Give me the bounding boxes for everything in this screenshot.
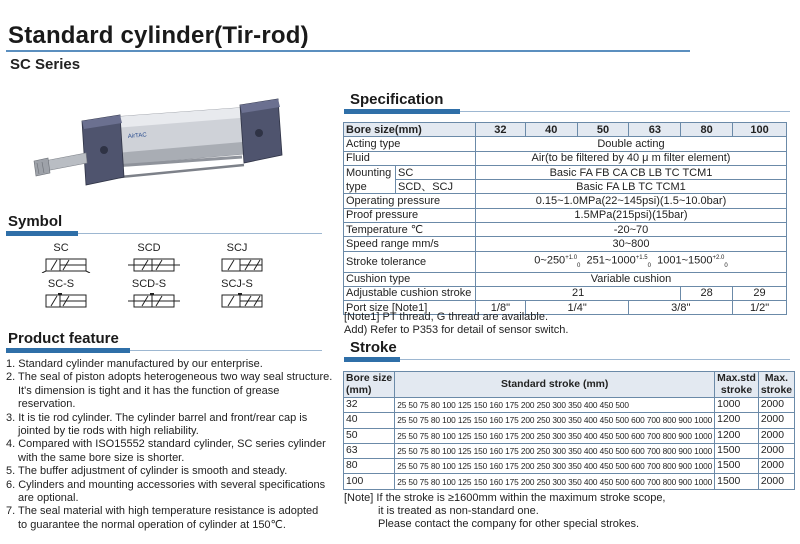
bore-size-header: Bore size(mm) (344, 123, 476, 137)
header-line: Bore size (346, 372, 393, 384)
max-cell: 2000 (758, 428, 794, 443)
symbol-section-title: Symbol (8, 213, 63, 230)
product-feature-section-rule (6, 348, 130, 353)
cylinder-symbol-icon (36, 293, 96, 309)
spec-row (344, 137, 787, 151)
spec-row (344, 151, 787, 165)
max-cell: 2000 (758, 413, 794, 428)
symbol-grid (20, 242, 310, 312)
spec-label: Mounting (344, 165, 396, 179)
spec-value: 1/2" (733, 301, 787, 315)
spec-value: 1.5MPa(215psi)(15bar) (475, 208, 786, 222)
feature-line: are optional. (18, 492, 79, 505)
spec-label: Proof pressure (344, 208, 476, 222)
strokes-cell: 25 50 75 80 100 125 150 160 175 200 250 300 350 400 450 500 600 700 800 900 1000 (395, 443, 715, 458)
spec-label: Fluid (344, 151, 476, 165)
feature-line: jointed by tie rods with high reliability. (18, 425, 199, 438)
stroke-section-rule (344, 357, 400, 362)
feature-line: 6. Cylinders and mounting accessories with several specifications (6, 478, 326, 491)
stroke-note-2: it is treated as non-standard one. (378, 505, 539, 517)
specification-section-rule-thin (460, 111, 790, 112)
brand-logo: AirTAC (127, 132, 147, 140)
tolerance-down: 0 (647, 262, 651, 269)
spec-row (344, 251, 787, 272)
product-feature-section-title: Product feature (8, 330, 119, 347)
spec-value: 3/8" (629, 301, 733, 315)
spec-value: 1/8" (475, 301, 525, 315)
max-cell: 2000 (758, 398, 794, 413)
symbol-section-rule-thin (78, 233, 322, 234)
tolerance-range: 251~1000 (586, 254, 636, 267)
bore-cell: 40 (344, 413, 395, 428)
cylinder-symbol-icon (212, 257, 272, 273)
feature-list (6, 358, 341, 532)
symbol-label: SCJ-S (221, 278, 253, 290)
cylinder-symbol-icon (124, 257, 184, 273)
cylinder-symbol-icon (36, 257, 96, 273)
max-std-cell: 1000 (715, 398, 759, 413)
strokes-cell: 25 50 75 80 100 125 150 160 175 200 250 300 350 400 450 500 600 700 800 900 1000 (395, 459, 715, 474)
spec-value: 30~800 (475, 237, 786, 251)
spec-value: Double acting (475, 137, 786, 151)
bore-40: 40 (525, 123, 577, 137)
cylinder-symbol-icon (212, 293, 272, 309)
header-line: stroke (760, 384, 793, 396)
spec-value: -20~70 (475, 223, 786, 237)
spec-row (344, 286, 787, 300)
max-std-cell: 1500 (715, 443, 759, 458)
spec-note-1: [Note1] PT thread, G thread are available. (344, 311, 549, 323)
feature-line: 3. It is tie rod cylinder. The cylinder barrel and front/rear cap is (6, 411, 308, 424)
stroke-row (344, 413, 795, 428)
stroke-section-rule-thin (400, 359, 790, 360)
symbol-sc-s (36, 278, 106, 309)
spec-row (344, 237, 787, 251)
symbol-label: SCJ (226, 242, 248, 254)
symbol-scj-s (212, 278, 282, 309)
feature-line: It's dimension is tight and it has the function of grease (18, 384, 280, 397)
header-line: Max.std (717, 372, 756, 384)
strokes-cell: 25 50 75 80 100 125 150 160 175 200 250 300 350 400 450 500 600 700 800 900 1000 (395, 428, 715, 443)
spec-value: 0.15~1.0MPa(22~145psi)(1.5~10.0bar) (475, 194, 786, 208)
title-divider (6, 50, 690, 52)
spec-label: Adjustable cushion stroke (344, 286, 476, 300)
spec-row (344, 194, 787, 208)
max-cell: 2000 (758, 459, 794, 474)
symbol-sc (36, 242, 106, 273)
bore-cell: 100 (344, 474, 395, 489)
product-feature-section-rule-thin (130, 350, 322, 351)
spec-row (344, 165, 787, 179)
tolerance-up: +1.0 (565, 254, 578, 261)
spec-row (344, 272, 787, 286)
strokes-cell: 25 50 75 80 100 125 150 160 175 200 250 300 350 400 450 500 600 700 800 900 1000 (395, 474, 715, 489)
bore-cell: 63 (344, 443, 395, 458)
specification-section-title: Specification (350, 91, 444, 108)
bore-cell: 80 (344, 459, 395, 474)
spec-row (344, 208, 787, 222)
tolerance-range: 0~250 (534, 254, 566, 267)
symbol-scd-s (124, 278, 194, 309)
spec-value: 29 (733, 286, 787, 300)
tolerance-down: 0 (577, 262, 581, 269)
spec-label: Port size [Note1] (344, 301, 476, 315)
spec-label: Temperature ℃ (344, 223, 476, 237)
page-title: Standard cylinder(Tir-rod) (8, 22, 309, 49)
stroke-row (344, 428, 795, 443)
bore-50: 50 (577, 123, 629, 137)
feature-line: reservation. (18, 398, 76, 411)
tolerance-up: +2.0 (712, 254, 725, 261)
spec-label: Cushion type (344, 272, 476, 286)
cylinder-product-image (30, 95, 290, 210)
bore-cell: 50 (344, 428, 395, 443)
bore-size-header (344, 372, 395, 398)
bore-cell: 32 (344, 398, 395, 413)
bore-32: 32 (475, 123, 525, 137)
strokes-cell: 25 50 75 80 100 125 150 160 175 200 250 300 350 400 450 500 600 700 800 900 1000 (395, 413, 715, 428)
specification-section-rule (344, 109, 460, 114)
stroke-row (344, 398, 795, 413)
stroke-table (343, 371, 795, 490)
stroke-note-1: [Note] If the stroke is ≥1600mm within the maximum stroke scope, (344, 492, 666, 504)
max-cell: 2000 (758, 474, 794, 489)
spec-value: 21 (475, 286, 680, 300)
spec-label: type (344, 180, 396, 194)
spec-value: Variable cushion (475, 272, 786, 286)
strokes-cell: 25 50 75 80 100 125 150 160 175 200 250 300 350 400 450 500 (395, 398, 715, 413)
spec-header-row (344, 123, 787, 137)
max-std-cell: 1500 (715, 459, 759, 474)
feature-line: 2. The seal of piston adopts heterogeneous two way seal structure. (6, 371, 333, 384)
mounting-model: SCD、SCJ (395, 180, 475, 194)
feature-line: 1. Standard cylinder manufactured by our enterprise. (6, 358, 263, 370)
stroke-row (344, 443, 795, 458)
mounting-model: SC (395, 165, 475, 179)
standard-stroke-header: Standard stroke (mm) (395, 372, 715, 398)
max-std-cell: 1200 (715, 413, 759, 428)
max-stroke-header (758, 372, 794, 398)
symbol-section-rule (6, 231, 78, 236)
specification-table (343, 122, 787, 315)
header-line: stroke (720, 384, 753, 396)
spec-note-add: Add) Refer to P353 for detail of sensor switch. (344, 324, 569, 336)
header-line: (mm) (346, 384, 372, 396)
stroke-section-title: Stroke (350, 339, 397, 356)
symbol-scj (212, 242, 282, 273)
header-line: Max. (764, 372, 788, 384)
symbol-scd (124, 242, 194, 273)
feature-line: to guarantee the normal operation of cylinder at 150℃. (18, 518, 286, 531)
tolerance-range: 1001~1500 (657, 254, 713, 267)
bore-100: 100 (733, 123, 787, 137)
feature-line: 5. The buffer adjustment of cylinder is smooth and steady. (6, 465, 288, 478)
spec-value: Basic FA FB CA CB LB TC TCM1 (475, 165, 786, 179)
spec-label: Speed range mm/s (344, 237, 476, 251)
max-std-stroke-header (715, 372, 759, 398)
spec-label: Operating pressure (344, 194, 476, 208)
feature-line: 7. The seal material with high temperature resistance is adopted (6, 505, 319, 518)
tolerance-down: 0 (724, 262, 728, 269)
max-cell: 2000 (758, 443, 794, 458)
spec-label: Stroke tolerance (344, 251, 476, 272)
symbol-label: SC (53, 242, 69, 254)
spec-value: Air(to be filtered by 40 μ m filter element) (475, 151, 786, 165)
stroke-tolerance-value (475, 251, 786, 272)
stroke-row (344, 459, 795, 474)
bore-63: 63 (629, 123, 681, 137)
feature-line: with the same bore size is shorter. (18, 451, 185, 464)
tolerance-up: +1.5 (635, 254, 648, 261)
stroke-note-3: Please contact the company for other special strokes. (378, 518, 640, 530)
feature-line: 4. Compared with ISO15552 standard cylinder, SC series cylinder (6, 438, 326, 451)
bore-80: 80 (681, 123, 733, 137)
stroke-row (344, 474, 795, 489)
series-label: SC Series (10, 56, 81, 73)
spec-row (344, 223, 787, 237)
spec-value: Basic FA LB TC TCM1 (475, 180, 786, 194)
cylinder-symbol-icon (124, 293, 184, 309)
spec-label: Acting type (344, 137, 476, 151)
spec-value: 1/4" (525, 301, 629, 315)
max-std-cell: 1200 (715, 428, 759, 443)
spec-row (344, 180, 787, 194)
spec-value: 28 (681, 286, 733, 300)
symbol-label: SC-S (47, 278, 75, 290)
symbol-label: SCD-S (131, 278, 167, 290)
max-std-cell: 1500 (715, 474, 759, 489)
stroke-header-row (344, 372, 795, 398)
symbol-label: SCD (137, 242, 161, 254)
